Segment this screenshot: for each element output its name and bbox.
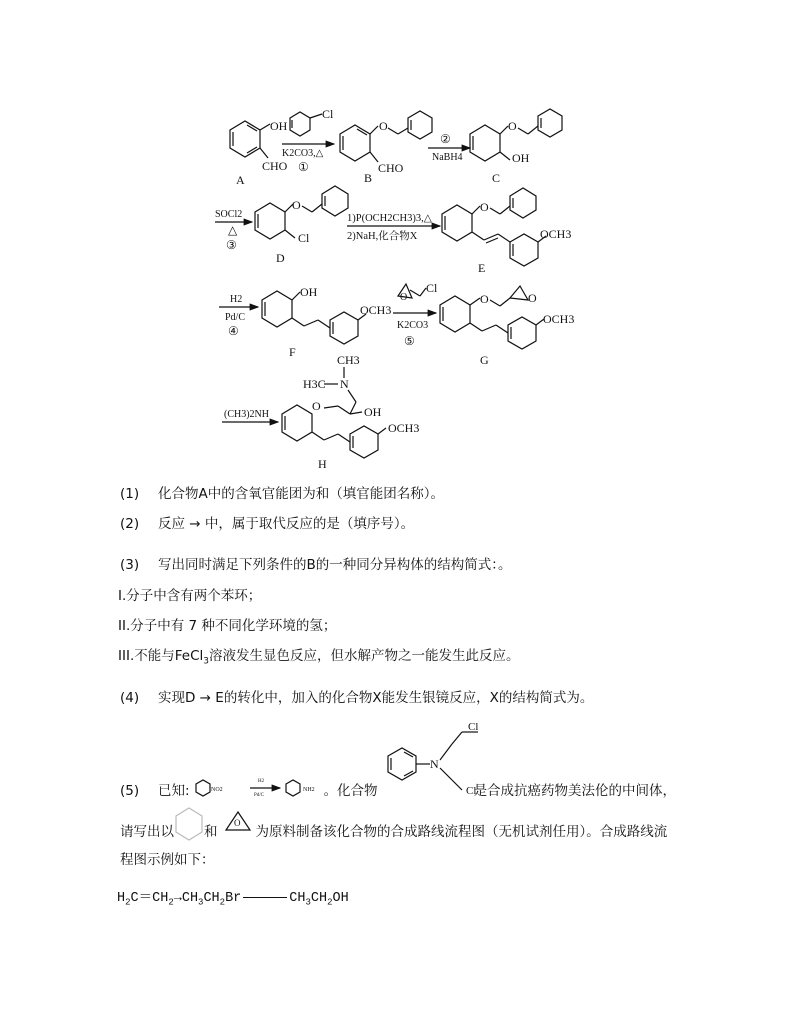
svg-text:CHO: CHO xyxy=(262,159,288,173)
compound-a xyxy=(230,119,288,187)
svg-text:O: O xyxy=(480,200,489,214)
svg-text:OH: OH xyxy=(512,151,530,165)
svg-text:O: O xyxy=(234,818,241,828)
svg-text:Pd/C: Pd/C xyxy=(254,793,265,798)
route-arrow-2 xyxy=(243,897,287,898)
step-6-reagents xyxy=(393,281,438,348)
compound-d xyxy=(255,186,348,265)
step-3-reagents xyxy=(215,209,252,252)
label-h: H xyxy=(318,457,327,471)
compound-f xyxy=(262,285,391,359)
svg-text:N: N xyxy=(430,757,439,771)
compound-g xyxy=(440,286,574,367)
svg-text:O: O xyxy=(379,119,388,133)
step-2-reagents xyxy=(428,132,470,163)
svg-text:△: △ xyxy=(228,223,238,237)
label-d: D xyxy=(276,251,285,265)
svg-text:Cl: Cl xyxy=(426,281,438,295)
svg-text:OH: OH xyxy=(300,285,318,299)
example-route: $H_2C=CH_2\to CH_3CH_2Br$ $CH_3CH_2OH$ xyxy=(117,891,349,908)
svg-text:2)NaH,化合物X: 2)NaH,化合物X xyxy=(347,231,418,242)
svg-text:O: O xyxy=(312,399,321,413)
svg-text:O: O xyxy=(400,292,408,303)
svg-text:H2: H2 xyxy=(258,779,265,784)
step-1-reagents xyxy=(282,107,334,174)
svg-text:Pd/C: Pd/C xyxy=(225,312,246,323)
svg-text:O: O xyxy=(292,198,301,212)
svg-text:NaBH4: NaBH4 xyxy=(432,152,463,163)
question-3: (3) 写出同时满足下列条件的B的一种同分异构体的结构简式：。 xyxy=(120,557,512,573)
svg-text:K2CO3,△: K2CO3,△ xyxy=(282,148,324,159)
svg-text:(CH3)2NH: (CH3)2NH xyxy=(224,409,269,420)
label-b: B xyxy=(364,171,373,185)
question-5-line-3: 程图示例如下： xyxy=(120,852,215,868)
question-2: (2) 反应 → 中，属于取代反应的是（填序号）。 xyxy=(120,516,415,532)
svg-text:OCH3: OCH3 xyxy=(360,303,392,317)
svg-text:SOCl2: SOCl2 xyxy=(215,209,243,220)
synthesis-scheme xyxy=(0,0,794,480)
step-7-reagents xyxy=(222,409,278,422)
svg-text:O: O xyxy=(508,119,517,133)
compound-e xyxy=(442,188,571,275)
step-4-reagents xyxy=(347,213,440,242)
svg-text:1)P(OCH2CH3)3,△: 1)P(OCH2CH3)3,△ xyxy=(347,213,432,224)
question-5-line-1: (5) 已知: 。化合物 是合成抗癌药物美法伦的中间体， xyxy=(120,783,677,799)
svg-text:OCH3: OCH3 xyxy=(543,312,575,326)
svg-text:OCH3: OCH3 xyxy=(388,421,420,435)
svg-text:NO2: NO2 xyxy=(211,787,223,793)
compound-h xyxy=(282,353,419,471)
svg-text:CH3: CH3 xyxy=(337,353,360,367)
svg-text:H2: H2 xyxy=(230,294,243,305)
svg-text:Cl: Cl xyxy=(466,785,477,797)
svg-text:Cl: Cl xyxy=(298,231,310,245)
label-g: G xyxy=(480,353,489,367)
compound-c xyxy=(470,109,562,185)
svg-text:②: ② xyxy=(440,132,451,146)
svg-text:Cl: Cl xyxy=(322,107,334,121)
step-5-reagents xyxy=(219,294,258,338)
condition-2: II.分子中有 7 种不同化学环境的氢； xyxy=(118,618,337,634)
svg-text:OH: OH xyxy=(270,119,288,133)
svg-text:K2CO3: K2CO3 xyxy=(397,320,429,331)
svg-text:OCH3: OCH3 xyxy=(540,227,572,241)
question-1: (1) 化合物A中的含氧官能团为和（填官能团名称）。 xyxy=(120,486,444,502)
svg-text:NH2: NH2 xyxy=(303,787,315,793)
svg-text:N: N xyxy=(340,377,349,391)
svg-text:④: ④ xyxy=(228,324,239,338)
compound-b xyxy=(340,111,432,185)
svg-text:CHO: CHO xyxy=(378,161,404,175)
label-e: E xyxy=(478,261,486,275)
svg-text:③: ③ xyxy=(226,238,237,252)
condition-3: III.不能与FeCl$_3$溶液发生显色反应，但水解产物之一能发生此反应。 xyxy=(118,648,520,667)
svg-text:OH: OH xyxy=(364,405,382,419)
svg-text:Cl: Cl xyxy=(468,721,479,733)
svg-text:O: O xyxy=(528,291,537,305)
label-c: C xyxy=(492,171,501,185)
question-4: (4) 实现D → E的转化中，加入的化合物X能发生银镜反应，X的结构简式为。 xyxy=(120,690,594,706)
svg-text:H3C: H3C xyxy=(303,377,326,391)
svg-text:⑤: ⑤ xyxy=(404,334,415,348)
svg-text:O: O xyxy=(480,292,489,306)
question-5-line-2: 请写出以 和 为原料制备该化合物的合成路线流程图（无机试剂任用）。合成路线流 xyxy=(120,824,668,840)
condition-1: I.分子中含有两个苯环； xyxy=(118,588,262,604)
svg-text:①: ① xyxy=(298,160,309,174)
label-a: A xyxy=(236,173,245,187)
label-f: F xyxy=(289,345,296,359)
